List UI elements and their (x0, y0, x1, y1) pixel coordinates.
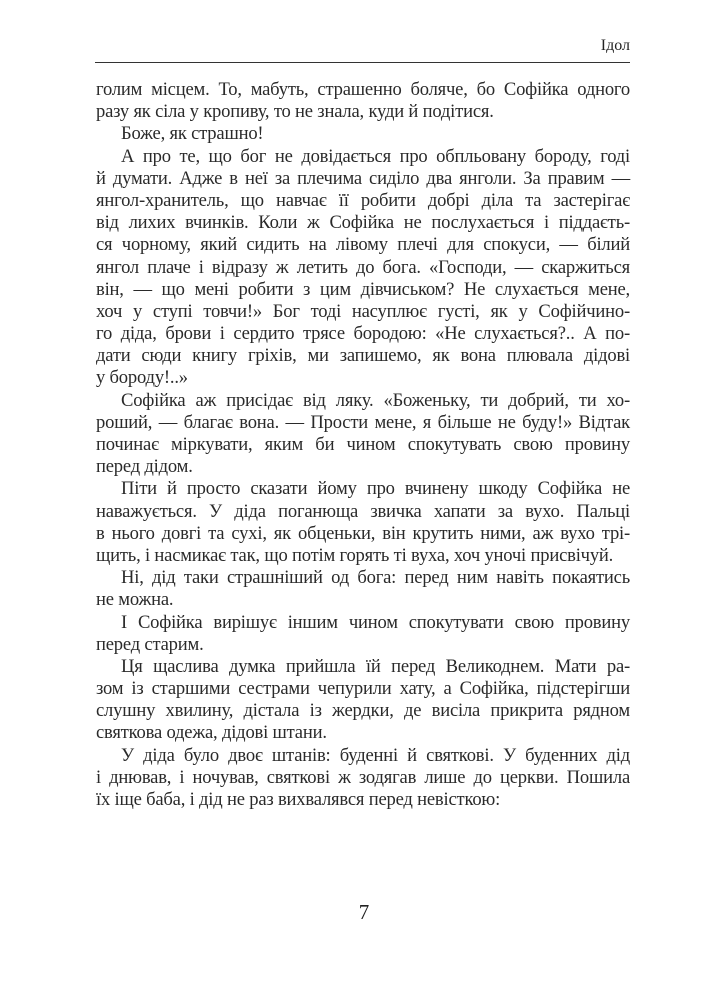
text-line: у бороду!..» (96, 367, 188, 389)
text-line: разу як сіла у кропиву, то не знала, куди й подітися. (96, 101, 494, 123)
text-line: перед дідом. (96, 456, 193, 478)
text-line: Ця щаслива думка прийшла їй перед Великоднем. Мати ра- (121, 655, 630, 677)
running-title: Ідол (600, 37, 630, 54)
text-line: роший, — благає вона. — Прости мене, я більше не буду!» Відтак (96, 411, 630, 433)
text-line: хоч у ступі товчи!» Бог тоді насуплює густі, як у Софійчино- (96, 300, 630, 322)
header-rule (95, 62, 630, 63)
page-number: 7 (358, 900, 370, 924)
text-line: слушну хвилину, дістала із жердки, де висіла прикрита рядном (96, 700, 630, 722)
body-text (96, 79, 630, 811)
text-line: від лихих вчинків. Коли ж Софійка не послухається і піддаєть- (96, 212, 630, 234)
text-line: їх іще баба, і дід не раз вихвалявся перед невісткою: (96, 789, 501, 810)
text-line: зом із старшими сестрами чепурили хату, а Софійка, підстерігши (96, 678, 630, 700)
text-line: не можна. (96, 589, 174, 611)
text-line: починає міркувати, яким би чином спокутувать свою провину (96, 434, 630, 455)
text-line: святкова одежа, дідові штани. (96, 722, 327, 744)
text-line: ся чорному, який сидить на лівому плечі для спокуси, — білий (96, 234, 630, 256)
text-line: перед старим. (96, 633, 204, 655)
text-line: й думати. Адже в неї за плечима сиділо два янголи. За правим — (96, 167, 630, 189)
text-line: Ні, дід таки страшніший од бога: перед ним навіть покаятись (121, 567, 630, 589)
text-line: І Софійка вирішує іншим чином спокутувати свою провину (121, 611, 630, 633)
text-line: У діда було двоє штанів: буденні й святкові. У буденних дід (121, 744, 630, 766)
text-line: А про те, що бог не довідається про обпльовану бороду, годі (121, 145, 630, 167)
text-line: щить, і насмикає так, що потім горять ті вуха, хоч уночі присвічуй. (96, 544, 614, 566)
text-line: янгол плаче і відразу ж летить до бога. «Господи, — скаржиться (96, 256, 630, 278)
text-line: янгол-хранитель, що навчає її робити добрі діла та застерігає (96, 189, 630, 211)
text-line: він, — що мені робити з цим дівчиськом? Не слухається мене, (96, 278, 630, 300)
text-line: і днював, і ночував, святкові ж зодягав лише до церкви. Пошила (96, 766, 630, 788)
text-line: Софійка аж присідає від ляку. «Боженьку, ти добрий, ти хо- (121, 389, 630, 411)
text-line: дати сюди книгу гріхів, ми запишемо, як вона плювала дідові (96, 345, 630, 367)
text-line: го діда, брови і сердито трясе бородою: «Не слухається?.. А по- (96, 323, 630, 345)
text-line: наважується. У діда поганюща звичка хапати за вухо. Пальці (96, 500, 630, 522)
text-line: в нього довгі та сухі, як обценьки, він крутить ними, аж вухо трі- (96, 522, 630, 544)
text-line: Піти й просто сказати йому про вчинену шкоду Софійка не (121, 478, 630, 500)
text-line: Боже, як страшно! (121, 123, 264, 145)
text-line: голим місцем. То, мабуть, страшенно боляче, бо Софійка одного (96, 79, 630, 100)
